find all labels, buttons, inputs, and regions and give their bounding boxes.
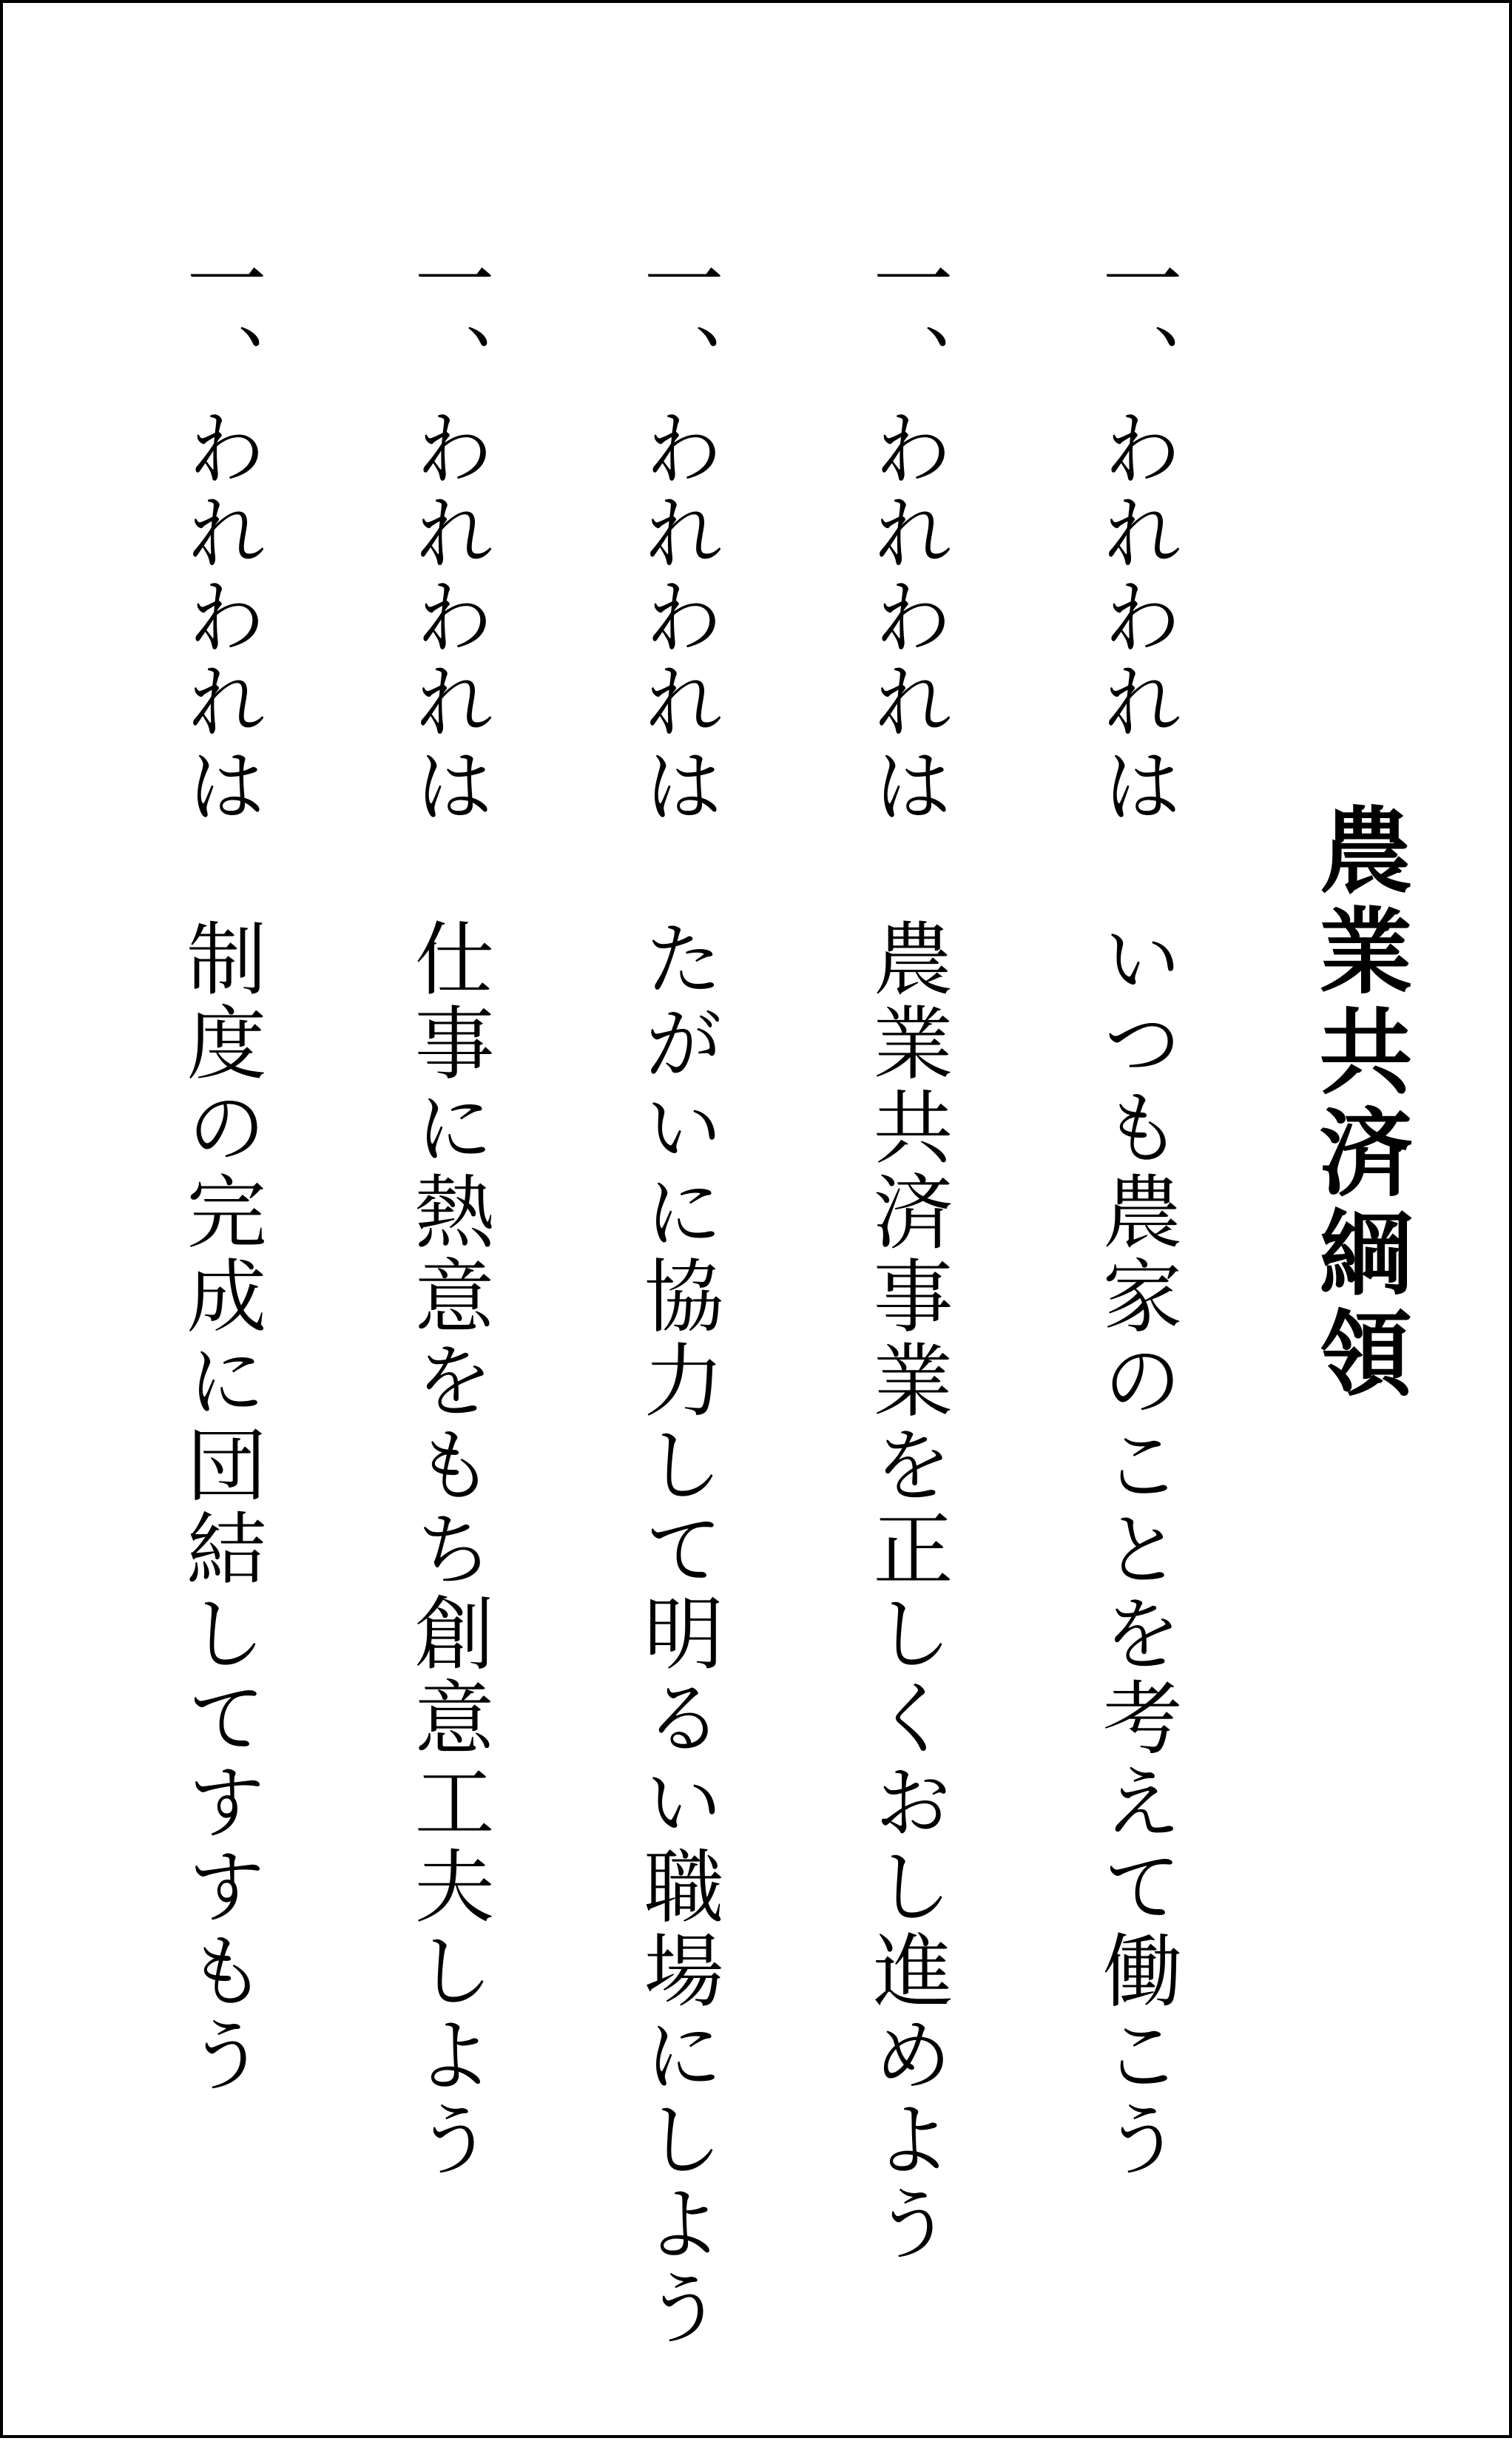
clause-list	[3, 3, 1512, 2441]
clause-subject: われわれは	[860, 407, 952, 828]
clause-item	[624, 238, 728, 2351]
clause-bullet: 一、	[401, 238, 493, 407]
clause-bullet: 一、	[1089, 238, 1181, 407]
clause-item	[395, 238, 499, 2182]
clause-subject: われわれは	[401, 407, 493, 828]
clause-text: 農業共済事業を正しくおし進めよう	[860, 917, 952, 2266]
clause-bullet: 一、	[630, 238, 723, 407]
clause-text: たがいに協力して明るい職場にしよう	[630, 917, 723, 2351]
clause-item	[1083, 238, 1187, 2182]
clause-bullet: 一、	[860, 238, 952, 407]
clause-text: 仕事に熱意をもち創意工夫しよう	[401, 917, 493, 2182]
clause-subject: われわれは	[173, 407, 266, 828]
clause-text: 制度の完成に団結してすすもう	[173, 917, 266, 2098]
clause-text: いつも農家のことを考えて働こう	[1089, 917, 1181, 2182]
clause-item	[167, 238, 271, 2098]
clause-subject: われわれは	[1089, 407, 1181, 828]
clause-item	[854, 238, 957, 2266]
clause-subject: われわれは	[630, 407, 723, 828]
clause-bullet: 一、	[173, 238, 266, 407]
document-title: 農業共済綱領	[1304, 802, 1413, 1405]
